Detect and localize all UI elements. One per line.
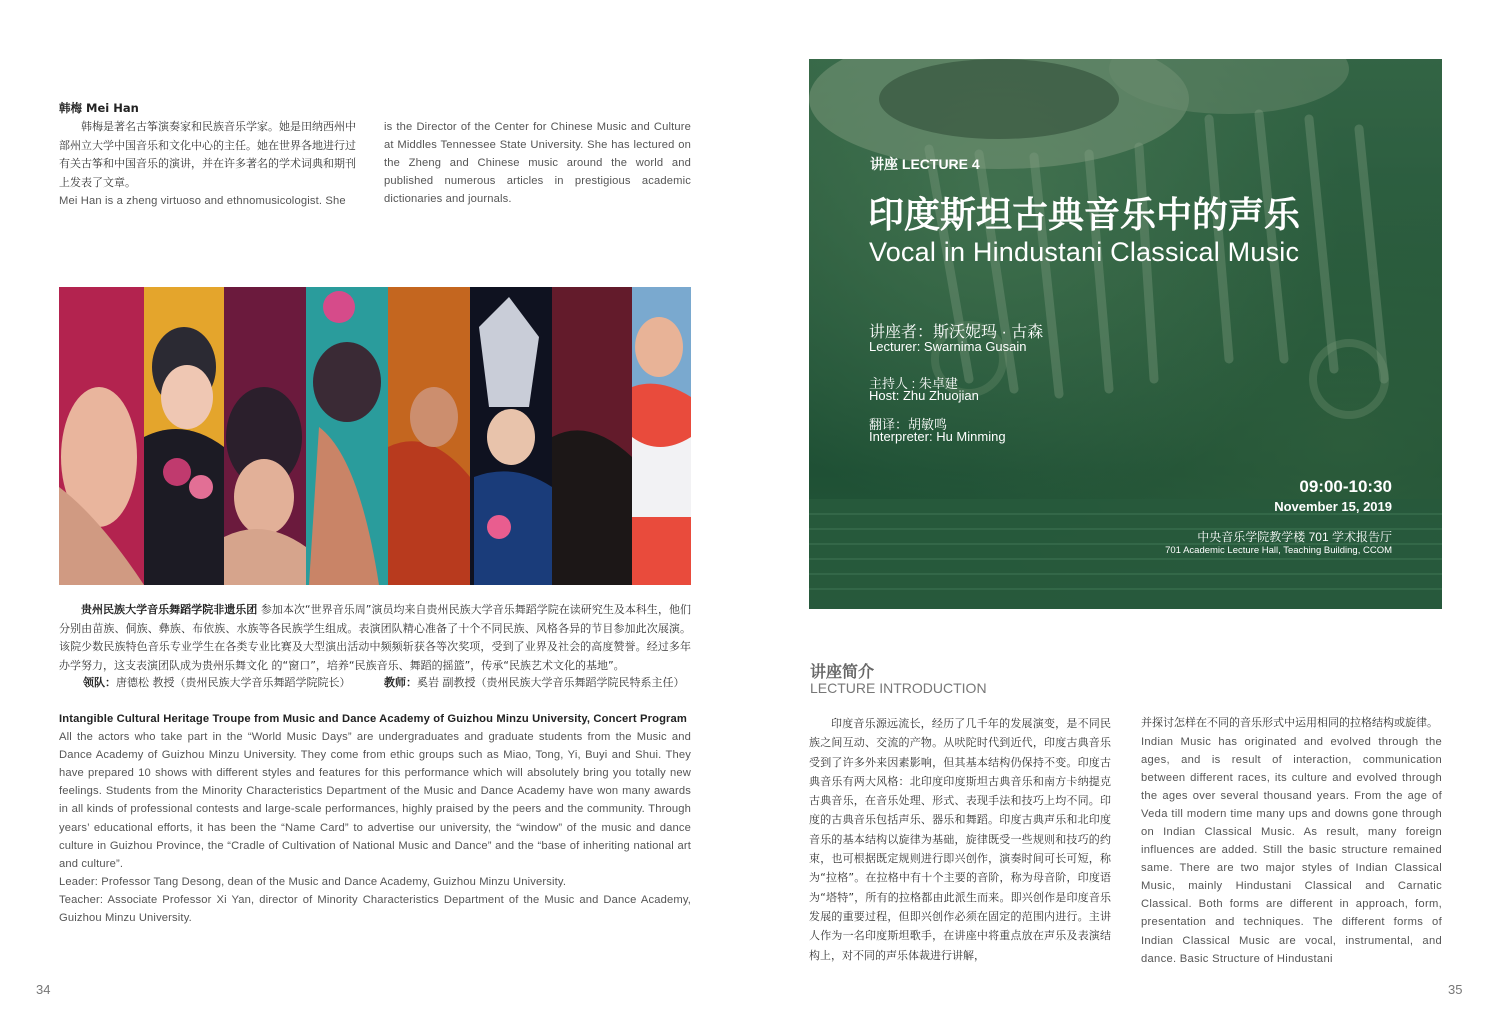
page-number-left: 34 <box>36 982 51 997</box>
bio-title: 韩梅 Mei Han <box>59 101 139 115</box>
venue-zh: 中央音乐学院教学楼 701 学术报告厅 <box>1197 530 1392 544</box>
interpreter-zh: 翻译：胡敏鸣 <box>869 417 948 432</box>
lecture-title-zh: 印度斯坦古典音乐中的声乐 <box>868 194 1301 236</box>
intro-zh-continued: 并探讨怎样在不同的音乐形式中运用相同的拉格结构或旋律。 <box>1141 716 1438 729</box>
intro-en: Indian Music has originated and evolved through the ages, and is result of interaction, communication between different races, its culture and evolved through the ages over several thousand years. From the age of Veda till modern time many ups and downs gone through on Indian Classical Music. As result, many foreign influences are added. Still the basic structure remained same. There are two major styles of Indian Classical Music, mainly Hindustani Classical and Carnatic Classical. Both forms are different in approach, form, presentation and techniques. The different forms of Indian Classical Music are vocal, instrumental, and dance. Basic Structure of Hindustani <box>1141 735 1442 965</box>
troupe-en-leader: Leader: Professor Tang Desong, dean of the Music and Dance Academy, Guizhou Minzu University. <box>59 875 567 888</box>
venue-en: 701 Academic Lecture Hall, Teaching Building, CCOM <box>1165 545 1392 556</box>
lecture-poster <box>809 59 1442 609</box>
troupe-en-block <box>59 710 691 927</box>
intro-zh: 印度音乐源远流长，经历了几千年的发展演变，是不同民族之间互动、交流的产物。从吠陀时代到近代，印度古典音乐受到了许多外来因素影响，但其基本结构仍保持不变。印度古典音乐有两大风格：北印度印度斯坦古典音乐和南方卡纳提克古典音乐，在音乐处理、形式、表现手法和技巧上均不同。印度的古典音乐包括声乐、器乐和舞蹈。印度古典声乐和北印度音乐的基本结构以旋律为基础，旋律既受一些规则和技巧的约束，也可根据既定规则进行即兴创作，演奏时间可长可短，称为“拉格”。在拉格中有十个主要的音阶，称为母音阶，印度语为“塔特”，所有的拉格都由此派生而来。即兴创作是印度音乐发展的重要过程，但即兴创作必须在固定的范围内进行。主讲人作为一名印度斯坦歌手，在讲座中将重点放在声乐及表演结构上，对不同的声乐体裁进行讲解， <box>809 717 1111 962</box>
troupe-photo-collage <box>59 287 691 585</box>
troupe-zh-text: 参加本次“世界音乐周”演员均来自贵州民族大学音乐舞蹈学院在读研究生及本科生，他们分别由苗族、侗族、彝族、布依族、水族等各民族学生组成。表演团队精心准备了十个不同民族、风格各异的节目参加此次展演。该院少数民族特色音乐专业学生在各类专业比赛及大型演出活动中频频斩获各等次奖项，受到了业界及社会的高度赞誉。经过多年办学努力，这支表演团队成为贵州乐舞文化 的“窗口”，培养“民族音乐、舞蹈的摇篮”，传承“民族艺术文化的基地”。 <box>59 603 691 672</box>
host-zh: 主持人 : 朱卓建 <box>869 376 958 391</box>
troupe-en-text: All the actors who take part in the “World Music Days” are undergraduates and graduate students from the Music and Dance Academy of Guizhou Minzu University. They come from ethic groups such as Miao, Tong, Yi, Buyi and Shui. They have prepared 10 shows with different styles and features for this performance which will absolutely bring you totally new feelings. Students from the Minority Characteristics Department of the Music and Dance Academy have won many awards in all kinds of professional contests and large-scale performances, highly praised by the peers and the community. Through years’ educational efforts, it has been the “Name Card” to advertise our university, the “window” of the music and dance culture in Guizhou Province, the “Cradle of Cultivation of National Music and Dance” and the “base of inheriting national art and culture”. <box>59 731 691 870</box>
lecture-label: 讲座 LECTURE 4 <box>870 156 980 172</box>
interpreter-en: Interpreter: Hu Minming <box>869 429 1006 444</box>
page-number-right: 35 <box>1448 982 1463 997</box>
bio-left-column <box>59 118 366 210</box>
lecturer-zh: 讲座者：斯沃妮玛 · 古森 <box>869 324 1044 341</box>
troupe-zh-name: 贵州民族大学音乐舞蹈学院非遗乐团 <box>81 603 258 616</box>
bio-en-continued: is the Director of the Center for Chinese Music and Culture at Middles Tennessee State University. She has lectured on the Zheng and Chinese music around the world and published numerous articles in prestigious academic dictionaries and journals. <box>384 121 691 206</box>
lecturer-en: Lecturer: Swarnima Gusain <box>869 339 1027 354</box>
lecture-title-en: Vocal in Hindustani Classical Music <box>869 237 1300 267</box>
host-en: Host: Zhu Zhuojian <box>869 388 979 403</box>
bio-zh: 韩梅是著名古筝演奏家和民族音乐学家。她是田纳西州中部州立大学中国音乐和文化中心的主任。她在世界各地进行过有关古筝和中国音乐的演讲，并在许多著名的学术词典和期刊上发表了文章。 <box>59 120 356 189</box>
intro-title-en: LECTURE INTRODUCTION <box>810 680 987 696</box>
lecture-date: November 15, 2019 <box>1274 499 1392 514</box>
troupe-zh-leader: 领队：唐德松 教授（贵州民族大学音乐舞蹈学院院长） <box>83 676 351 689</box>
intro-right-column <box>1141 714 1442 968</box>
troupe-zh-teacher: 教师：奚岩 副教授（贵州民族大学音乐舞蹈学院民特系主任） <box>384 676 685 689</box>
troupe-zh-paragraph <box>59 601 691 675</box>
intro-title-zh: 讲座简介 <box>810 662 875 681</box>
lecture-time: 09:00-10:30 <box>1299 477 1392 496</box>
troupe-en-teacher: Teacher: Associate Professor Xi Yan, director of Minority Characteristics Department of the Music and Dance Academy, Guizhou Minzu University. <box>59 893 691 925</box>
troupe-en-title: Intangible Cultural Heritage Troupe from Music and Dance Academy of Guizhou Minzu University, Concert Program <box>59 713 688 725</box>
bio-en-start: Mei Han is a zheng virtuoso and ethnomusicologist. She <box>59 195 346 207</box>
